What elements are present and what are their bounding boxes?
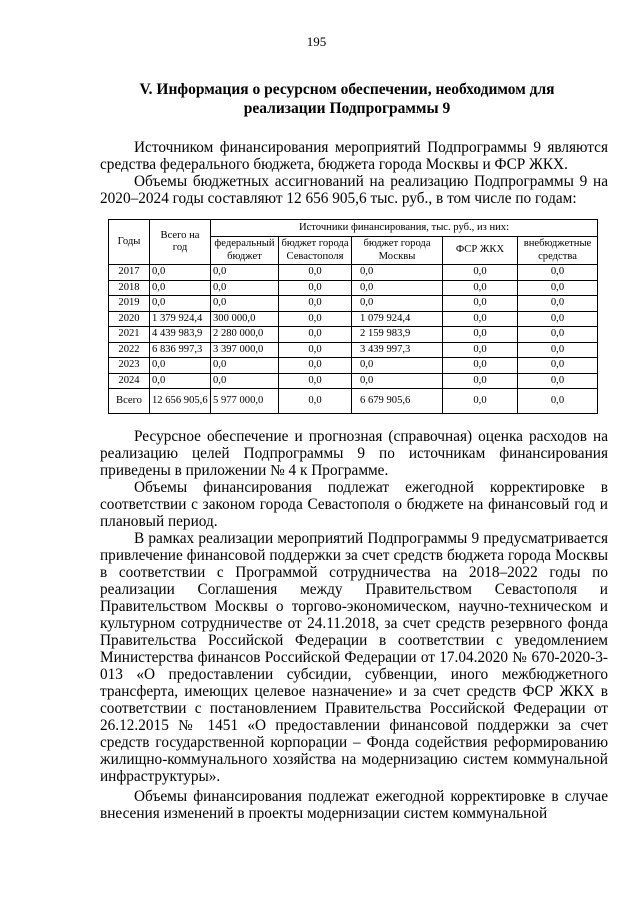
cell-moscow: 6 679 905,6 (352, 389, 443, 414)
cell-federal: 0,0 (211, 373, 279, 389)
cell-federal: 5 977 000,0 (211, 389, 279, 414)
cell-year: 2018 (109, 280, 150, 296)
cell-year: 2022 (109, 342, 150, 358)
section-heading: V. Информация о ресурсном обеспечении, необходимом для реализации Подпрограммы 9 (139, 81, 555, 117)
cell-federal: 2 280 000,0 (211, 327, 279, 343)
cell-sevastopol: 0,0 (279, 280, 352, 296)
cell-moscow: 0,0 (352, 296, 443, 312)
cell-total: 0,0 (150, 358, 211, 374)
cell-offbudget: 0,0 (518, 358, 598, 374)
cell-fsr: 0,0 (443, 280, 518, 296)
cell-offbudget: 0,0 (518, 373, 598, 389)
cell-offbudget: 0,0 (518, 389, 598, 414)
cell-fsr: 0,0 (443, 373, 518, 389)
cell-total: 1 379 924,4 (150, 311, 211, 327)
table-row (109, 265, 598, 281)
table-row-total (109, 389, 598, 414)
cell-moscow: 0,0 (352, 358, 443, 374)
cell-federal: 300 000,0 (211, 311, 279, 327)
cell-total: 0,0 (150, 265, 211, 281)
cell-total: 0,0 (150, 373, 211, 389)
cell-total: 6 836 997,3 (150, 342, 211, 358)
table-row (109, 327, 598, 343)
table-row (109, 358, 598, 374)
cell-sevastopol: 0,0 (279, 265, 352, 281)
cell-moscow: 1 079 924,4 (352, 311, 443, 327)
cell-sevastopol: 0,0 (279, 358, 352, 374)
cell-federal: 0,0 (211, 265, 279, 281)
cell-offbudget: 0,0 (518, 265, 598, 281)
cell-sevastopol: 0,0 (279, 296, 352, 312)
cell-moscow: 0,0 (352, 373, 443, 389)
cell-sevastopol: 0,0 (279, 373, 352, 389)
paragraph-resource-estimate: Ресурсное обеспечение и прогнозная (справочная) оценка расходов на реализацию целей Подпрограммы 9 по источникам финансирования приведены в приложении № 4 к Программе. (100, 428, 608, 479)
cell-federal: 0,0 (211, 358, 279, 374)
cell-moscow: 0,0 (352, 265, 443, 281)
cell-moscow: 2 159 983,9 (352, 327, 443, 343)
cell-moscow: 0,0 (352, 280, 443, 296)
cell-sevastopol: 0,0 (279, 327, 352, 343)
table-row (109, 342, 598, 358)
header-sources: Источники финансирования, тыс. руб., из них: (211, 220, 598, 237)
header-years: Годы (109, 220, 150, 265)
cell-fsr: 0,0 (443, 342, 518, 358)
cell-fsr: 0,0 (443, 389, 518, 414)
header-moscow: бюджет города Москвы (352, 237, 443, 265)
cell-fsr: 0,0 (443, 358, 518, 374)
paragraph-budget-volume: Объемы бюджетных ассигнований на реализацию Подпрограммы 9 на 2020–2024 годы составляют 12 656 905,6 тыс. руб., в том числе по годам: (100, 173, 608, 207)
table-row (109, 280, 598, 296)
cell-offbudget: 0,0 (518, 280, 598, 296)
header-total: Всего на год (150, 220, 211, 265)
cell-sevastopol: 0,0 (279, 389, 352, 414)
cell-offbudget: 0,0 (518, 311, 598, 327)
header-sevastopol: бюджет города Севастополя (279, 237, 352, 265)
paragraph-annual-adjustment: Объемы финансирования подлежат ежегодной корректировке в соответствии с законом города Севастополя о бюджете на финансовый год и плановый период. (100, 479, 608, 530)
cell-federal: 3 397 000,0 (211, 342, 279, 358)
cell-fsr: 0,0 (443, 265, 518, 281)
cell-year: 2020 (109, 311, 150, 327)
cell-year: 2017 (109, 265, 150, 281)
cell-fsr: 0,0 (443, 296, 518, 312)
header-fsr: ФСР ЖКХ (443, 237, 518, 265)
cell-sevastopol: 0,0 (279, 311, 352, 327)
table-row (109, 296, 598, 312)
cell-year: 2019 (109, 296, 150, 312)
cell-total: 4 439 983,9 (150, 327, 211, 343)
cell-fsr: 0,0 (443, 311, 518, 327)
page-number: 195 (306, 34, 327, 49)
cell-offbudget: 0,0 (518, 342, 598, 358)
cell-year: 2024 (109, 373, 150, 389)
paragraph-funding-sources: Источником финансирования мероприятий Подпрограммы 9 являются средства федерального бюджета, бюджета города Москвы и ФСР ЖКХ. (100, 139, 608, 173)
paragraph-moscow-support: В рамках реализации мероприятий Подпрограммы 9 предусматривается привлечение финансовой поддержки за счет средств бюджета города Москвы в соответствии с Программой сотрудничества на 2018–2022 годы по реализации Соглашения между Правительством Севастополя и Правительством Москвы о торгово-экономическом, научно-техническом и культурном сотрудничестве от 24.11.2018, за счет средств резервного фонда Правительства Российской Федерации в соответствии с уведомлением Министерства финансов Российской Федерации от 17.04.2020 № 670-2020-3-013 «О предоставлении субсидии, субвенции, иного межбюджетного трансферта, имеющих целевое назначение» и за счет средств ФСР ЖКХ в соответствии с постановлением Правительства Российской Федерации от 26.12.2015 № 1451 «О предоставлении финансовой поддержки за счет средств государственной корпорации – Фонда содействия реформированию жилищно-коммунального хозяйства на модернизацию систем коммунальной инфраструктуры». (100, 530, 608, 785)
paragraph-adjustment-changes: Объемы финансирования подлежат ежегодной корректировке в случае внесения изменений в проекты модернизации систем коммунальной (100, 788, 608, 822)
table-row (109, 311, 598, 327)
cell-total: 0,0 (150, 280, 211, 296)
cell-moscow: 3 439 997,3 (352, 342, 443, 358)
cell-total: 12 656 905,6 (150, 389, 211, 414)
cell-offbudget: 0,0 (518, 296, 598, 312)
cell-offbudget: 0,0 (518, 327, 598, 343)
cell-fsr: 0,0 (443, 327, 518, 343)
cell-total: 0,0 (150, 296, 211, 312)
cell-year: 2021 (109, 327, 150, 343)
header-offbudget: внебюджетные средства (518, 237, 598, 265)
cell-federal: 0,0 (211, 296, 279, 312)
financing-table (108, 219, 598, 414)
cell-year: Всего (109, 389, 150, 414)
table-row (109, 373, 598, 389)
cell-federal: 0,0 (211, 280, 279, 296)
cell-sevastopol: 0,0 (279, 342, 352, 358)
cell-year: 2023 (109, 358, 150, 374)
header-federal: федеральный бюджет (211, 237, 279, 265)
